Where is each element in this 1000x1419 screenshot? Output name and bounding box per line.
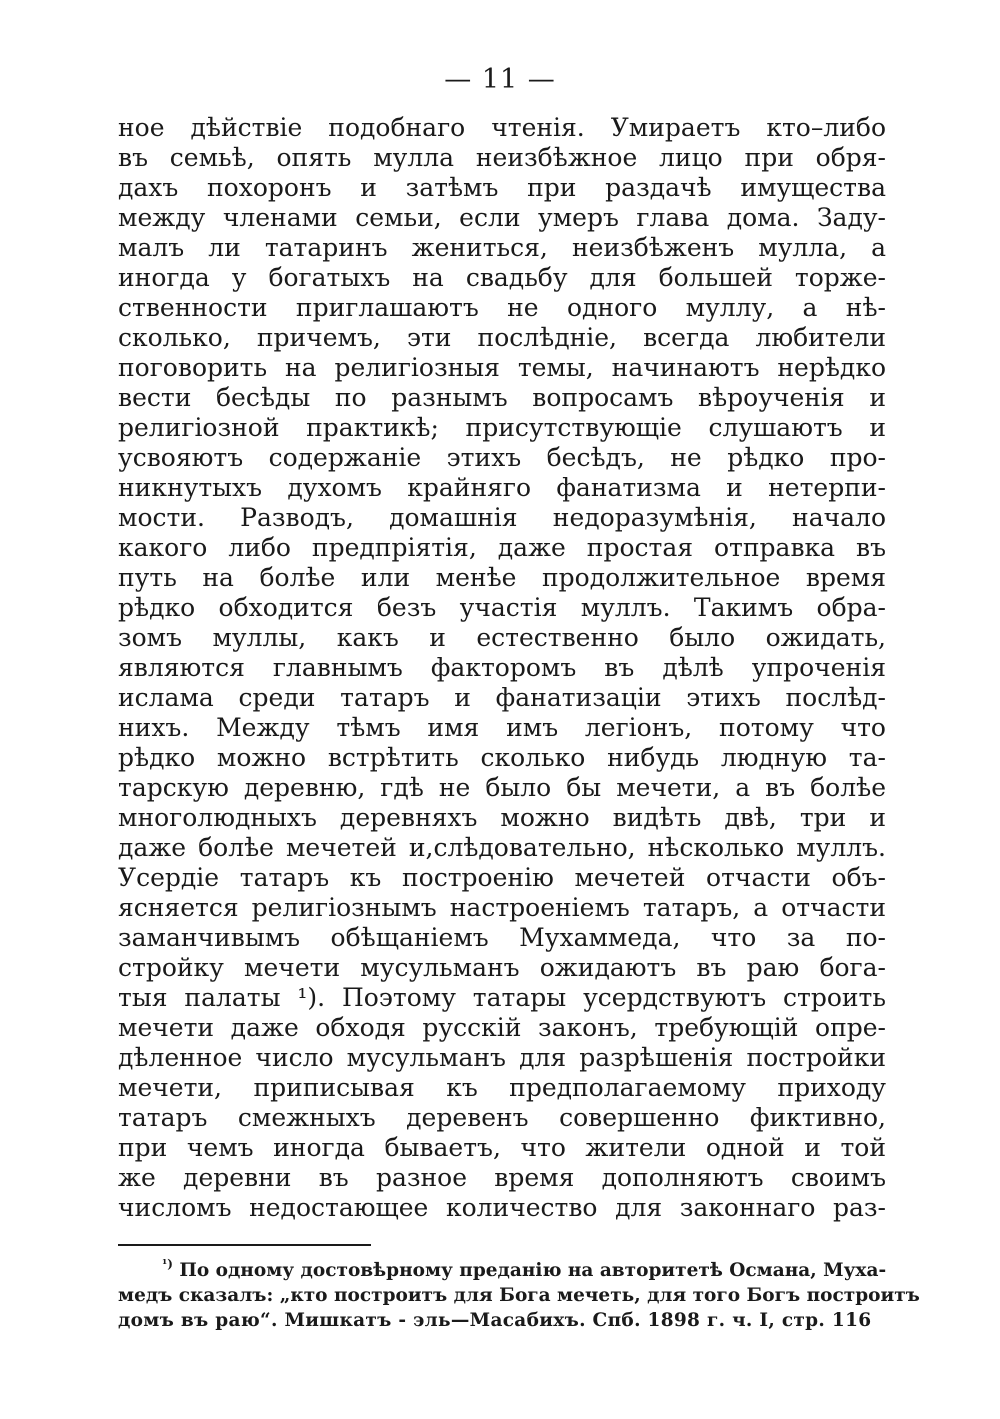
text-line: даже болѣе мечетей и,слѣдовательно, нѣсколько муллъ.: [118, 833, 886, 862]
text-line: мечети даже обходя русскій законъ, требующій опре-: [118, 1013, 886, 1042]
text-line: числомъ недостающее количество для законнаго раз-: [118, 1193, 886, 1222]
text-line: при чемъ иногда бываетъ, что жители одной и той: [118, 1133, 886, 1162]
page-number: — 11 —: [444, 64, 556, 95]
text-line: мечети, приписывая къ предполагаемому приходу: [118, 1073, 886, 1102]
text-line: дахъ похоронъ и затѣмъ при раздачѣ имущества: [118, 173, 886, 202]
text-line: какого либо предпріятія, даже простая отправка въ: [118, 533, 886, 562]
text-line: иногда у богатыхъ на свадьбу для большей торже-: [118, 263, 886, 292]
text-line: тыя палаты ¹). Поэтому татары усердствуютъ строить: [118, 983, 886, 1012]
text-line: поговорить на религіозныя темы, начинаютъ нерѣдко: [118, 353, 886, 382]
footnote-line-text: По одному достовѣрному преданію на авторитетѣ Османа, Муха-: [179, 1260, 887, 1281]
text-line: въ семьѣ, опять мулла неизбѣжное лицо при обря-: [118, 143, 886, 172]
text-line: между членами семьи, если умеръ глава дома. Заду-: [118, 203, 886, 232]
text-line: стройку мечети мусульманъ ожидаютъ въ раю бога-: [118, 953, 886, 982]
text-line: религіозной практикѣ; присутствующіе слушаютъ и: [118, 413, 886, 442]
text-line: многолюдныхъ деревняхъ можно видѣть двѣ, три и: [118, 803, 886, 832]
body-text: [118, 113, 886, 1223]
text-line: ственности приглашаютъ не одного муллу, а нѣ-: [118, 293, 886, 322]
footnote-line: домъ въ раю“. Мишкатъ - эль—Масабихъ. Спб. 1898 г. ч. I, стр. 116: [118, 1310, 872, 1331]
footnote-line: медъ сказалъ: „кто построитъ для Бога мечеть, для того Богъ построитъ: [118, 1285, 920, 1306]
text-line: сколько, причемъ, эти послѣдніе, всегда любители: [118, 323, 886, 352]
text-line: являются главнымъ факторомъ въ дѣлѣ упроченія: [118, 653, 886, 682]
text-line: ислама среди татаръ и фанатизаціи этихъ послѣд-: [118, 683, 886, 712]
text-line: малъ ли татаринъ жениться, неизбѣженъ мулла, а: [118, 233, 886, 262]
footnote: [118, 1257, 920, 1333]
text-line: же деревни въ разное время дополняютъ своимъ: [118, 1163, 886, 1192]
footnote-marker: ¹): [162, 1257, 173, 1271]
text-line: Усердіе татаръ къ построенію мечетей отчасти объ-: [118, 863, 886, 892]
text-line: мости. Разводъ, домашнія недоразумѣнія, начало: [118, 503, 886, 532]
text-line: рѣдко можно встрѣтить сколько нибудь людную та-: [118, 743, 886, 772]
text-line: ное дѣйствіе подобнаго чтенія. Умираетъ кто–либо: [118, 113, 886, 142]
text-line: вести бесѣды по разнымъ вопросамъ вѣроученія и: [118, 383, 886, 412]
footnote-divider: [118, 1244, 371, 1246]
footnote-line: [118, 1258, 886, 1283]
text-line: татаръ смежныхъ деревенъ совершенно фиктивно,: [118, 1103, 886, 1132]
text-line: заманчивымъ обѣщаніемъ Мухаммеда, что за по-: [118, 923, 886, 952]
text-line: усвояютъ содержаніе этихъ бесѣдъ, не рѣдко про-: [118, 443, 886, 472]
text-line: зомъ муллы, какъ и естественно было ожидать,: [118, 623, 886, 652]
text-line: путь на болѣе или менѣе продолжительное время: [118, 563, 886, 592]
text-line: тарскую деревню, гдѣ не было бы мечети, а въ болѣе: [118, 773, 886, 802]
text-line: рѣдко обходится безъ участія муллъ. Такимъ обра-: [118, 593, 886, 622]
text-line: дѣленное число мусульманъ для разрѣшенія постройки: [118, 1043, 886, 1072]
text-line: ясняется религіознымъ настроеніемъ татаръ, а отчасти: [118, 893, 886, 922]
text-line: нихъ. Между тѣмъ имя имъ легіонъ, потому что: [118, 713, 886, 742]
text-line: никнутыхъ духомъ крайняго фанатизма и нетерпи-: [118, 473, 886, 502]
